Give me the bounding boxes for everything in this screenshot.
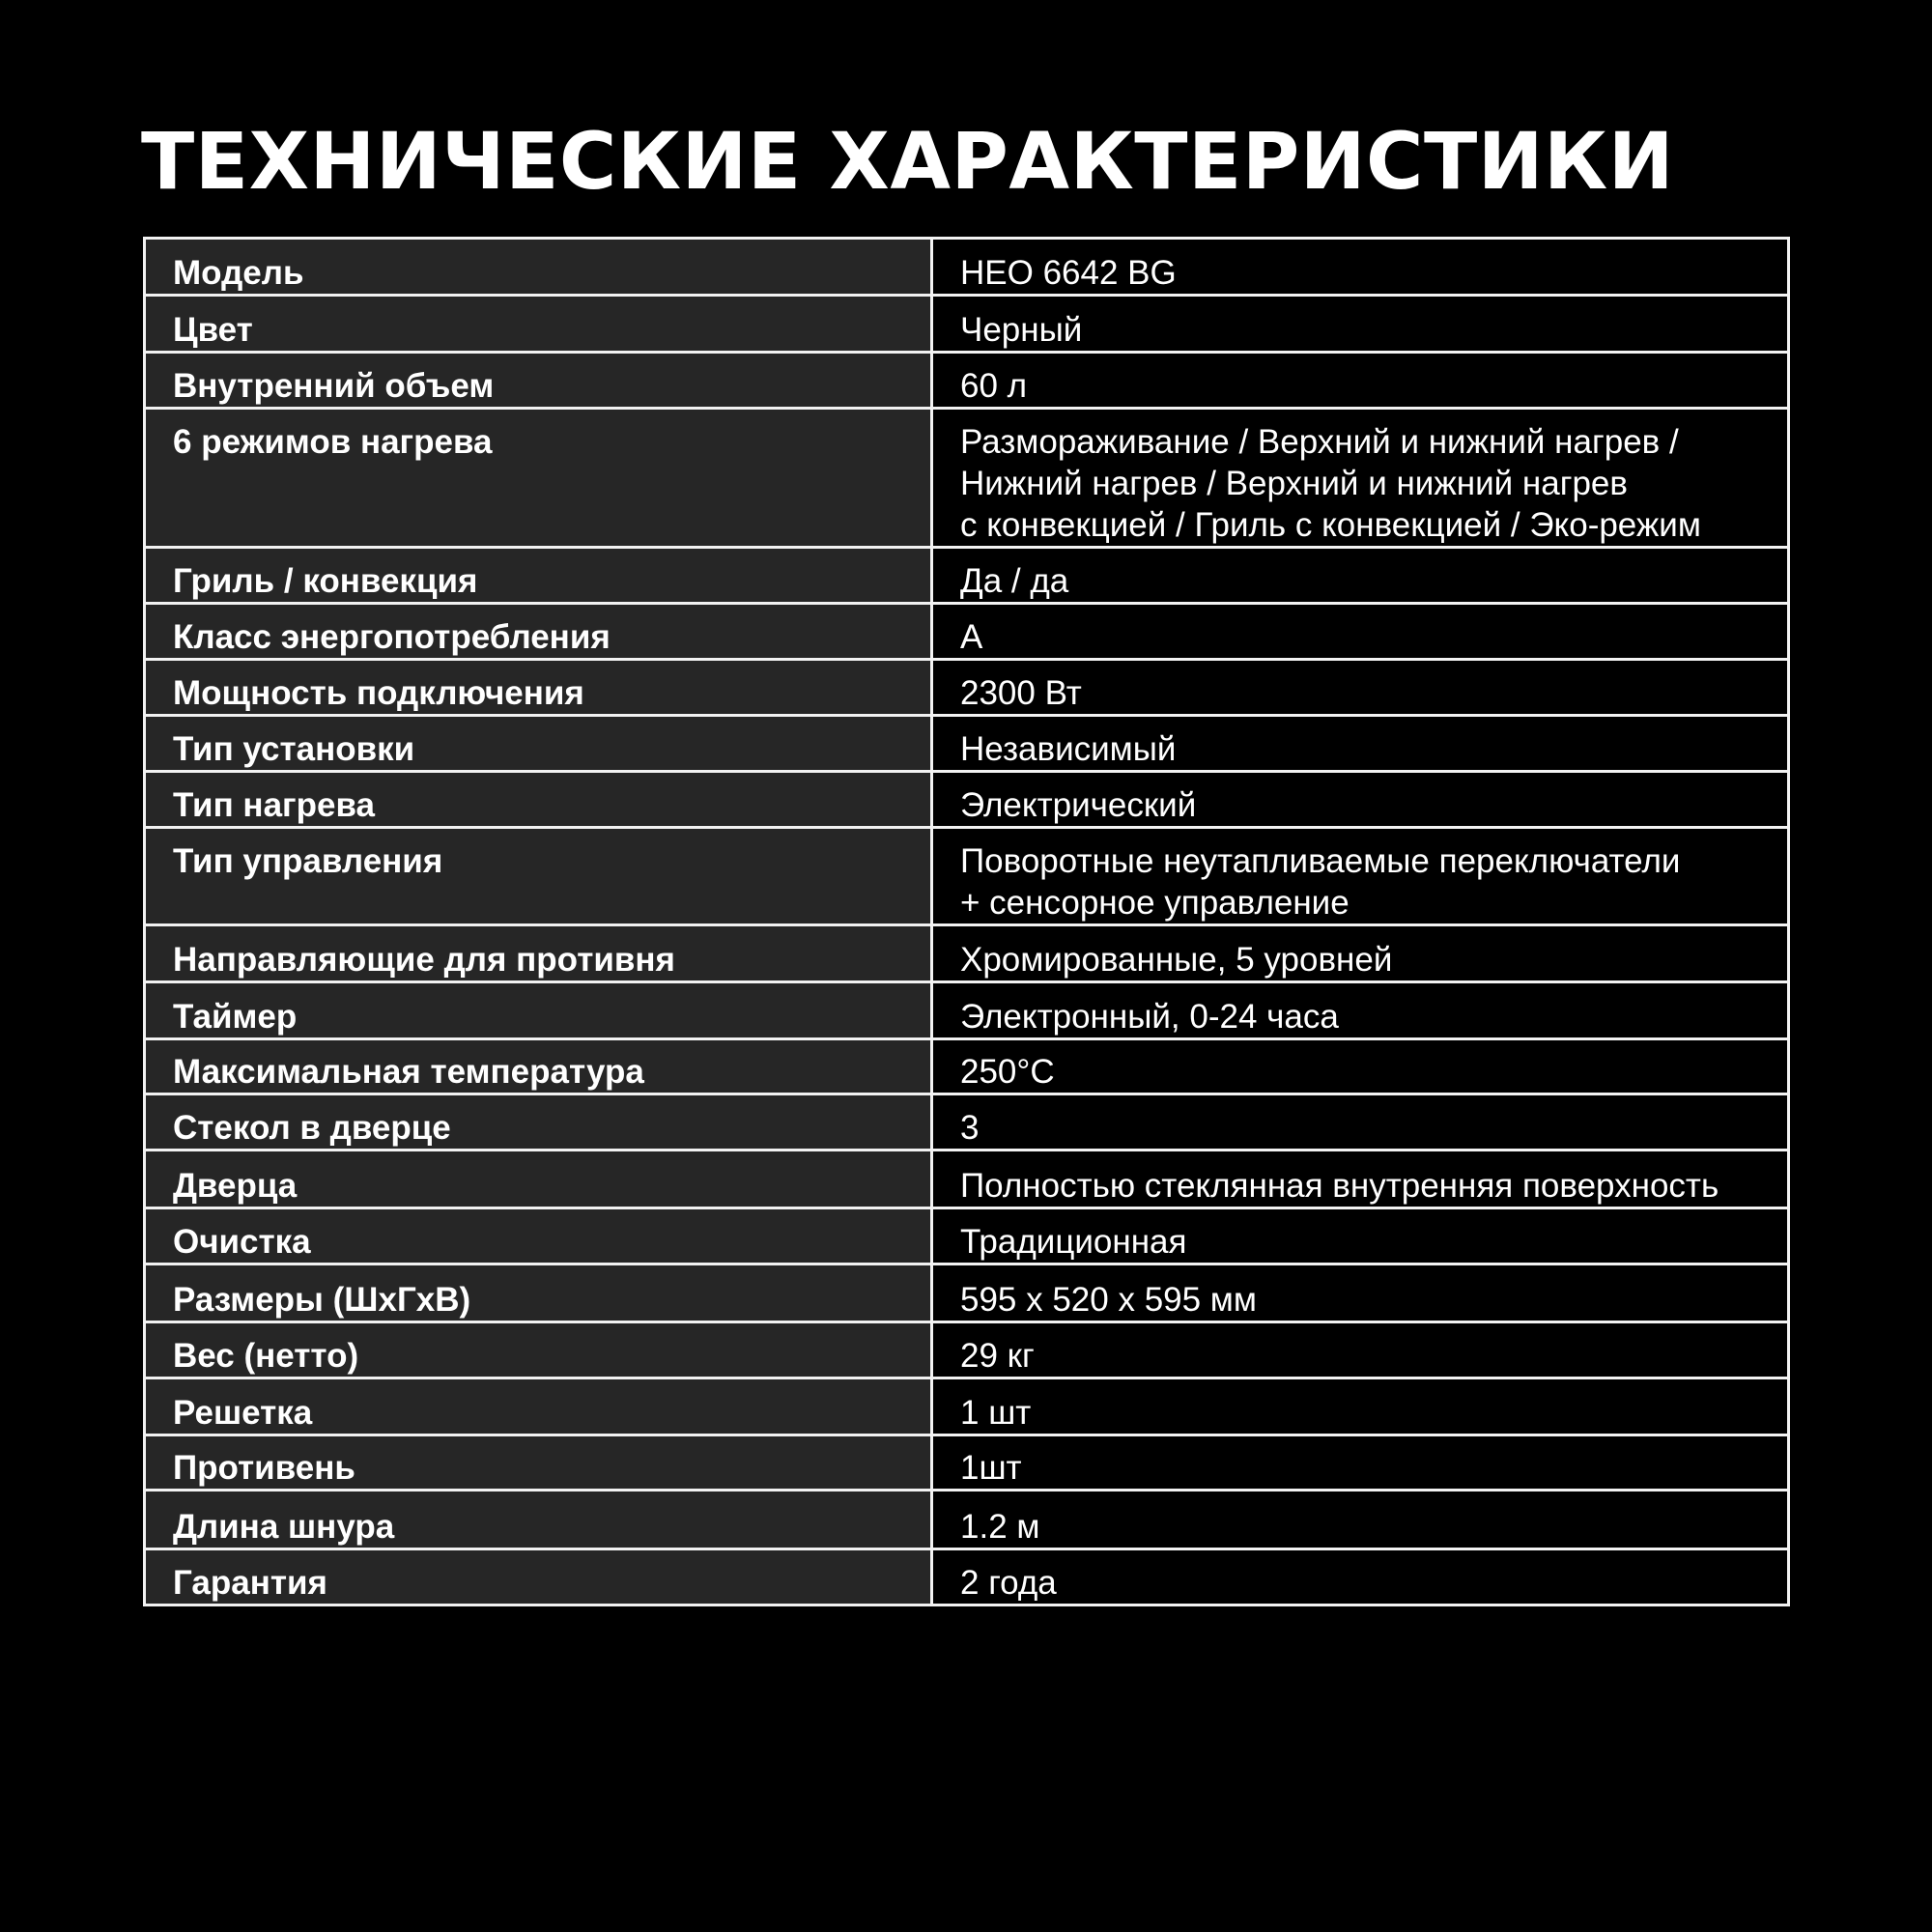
spec-value: HEO 6642 BG [960, 254, 1177, 292]
spec-value: 2300 Вт [960, 674, 1082, 712]
spec-row [145, 1151, 1789, 1208]
spec-row [145, 296, 1789, 353]
spec-value-cell [932, 1378, 1789, 1435]
spec-value-cell [932, 1435, 1789, 1491]
spec-label-cell [145, 828, 932, 925]
spec-row [145, 353, 1789, 409]
spec-row [145, 925, 1789, 982]
spec-label-cell [145, 1039, 932, 1094]
spec-label-cell [145, 772, 932, 828]
spec-value: Да / да [960, 562, 1069, 600]
spec-label-cell [145, 1208, 932, 1264]
spec-value-cell [932, 1491, 1789, 1549]
spec-label: Цвет [173, 311, 253, 349]
spec-label: Дверца [173, 1167, 298, 1205]
spec-label-cell [145, 239, 932, 296]
spec-row [145, 828, 1789, 925]
spec-row [145, 1094, 1789, 1151]
spec-row [145, 1549, 1789, 1605]
spec-value-cell [932, 828, 1789, 925]
spec-value: Электронный, 0-24 часа [960, 998, 1339, 1036]
spec-label: 6 режимов нагрева [173, 423, 493, 461]
spec-label: Вес (нетто) [173, 1337, 359, 1375]
spec-value: Размораживание / Верхний и нижний нагрев / Нижний нагрев / Верхний и нижний нагрев с конвекцией / Гриль с конвекцией / Эко-режим [960, 423, 1701, 544]
spec-label-cell [145, 716, 932, 772]
spec-label: Направляющие для противня [173, 941, 675, 979]
spec-row [145, 1322, 1789, 1378]
spec-value: 3 [960, 1109, 980, 1147]
spec-label-cell [145, 1491, 932, 1549]
spec-value-cell [932, 604, 1789, 660]
spec-label: Модель [173, 254, 304, 292]
spec-label-cell [145, 1094, 932, 1151]
spec-row [145, 660, 1789, 716]
spec-value-cell [932, 716, 1789, 772]
spec-label: Таймер [173, 998, 298, 1036]
spec-label-cell [145, 353, 932, 409]
spec-value-cell [932, 1094, 1789, 1151]
spec-value-cell [932, 239, 1789, 296]
spec-label: Размеры (ШхГхВ) [173, 1281, 471, 1319]
spec-label-cell [145, 1322, 932, 1378]
spec-row [145, 409, 1789, 548]
spec-label: Тип управления [173, 842, 443, 880]
spec-label-cell [145, 660, 932, 716]
spec-value-cell [932, 1208, 1789, 1264]
spec-value-cell [932, 660, 1789, 716]
spec-row [145, 1378, 1789, 1435]
spec-row [145, 1039, 1789, 1094]
spec-label-cell [145, 1378, 932, 1435]
specs-table [143, 237, 1790, 1606]
spec-value: 29 кг [960, 1337, 1035, 1375]
spec-value-cell [932, 1264, 1789, 1322]
spec-label: Тип нагрева [173, 786, 375, 824]
spec-value: Полностью стеклянная внутренняя поверхность [960, 1167, 1719, 1205]
spec-row [145, 982, 1789, 1039]
spec-label: Тип установки [173, 730, 415, 768]
spec-value: 60 л [960, 367, 1028, 405]
spec-label-cell [145, 548, 932, 604]
spec-value-cell [932, 772, 1789, 828]
spec-label: Гриль / конвекция [173, 562, 478, 600]
spec-value: 1шт [960, 1449, 1022, 1487]
spec-value-cell [932, 548, 1789, 604]
spec-value-cell [932, 353, 1789, 409]
spec-value: Хромированные, 5 уровней [960, 941, 1393, 979]
spec-label-cell [145, 1151, 932, 1208]
spec-label-cell [145, 296, 932, 353]
spec-value: 250°С [960, 1053, 1055, 1091]
spec-row [145, 604, 1789, 660]
spec-row [145, 1208, 1789, 1264]
spec-value: Поворотные неутапливаемые переключатели + сенсорное управление [960, 842, 1681, 922]
spec-value: Традиционная [960, 1223, 1187, 1261]
spec-label-cell [145, 1264, 932, 1322]
page-title: ТЕХНИЧЕСКИЕ ХАРАКТЕРИСТИКИ [141, 117, 1675, 208]
spec-label: Гарантия [173, 1564, 327, 1602]
spec-label: Стекол в дверце [173, 1109, 451, 1147]
spec-label-cell [145, 982, 932, 1039]
spec-label-cell [145, 1435, 932, 1491]
spec-value-cell [932, 1549, 1789, 1605]
spec-value-cell [932, 925, 1789, 982]
spec-label: Очистка [173, 1223, 311, 1261]
spec-value: Электрический [960, 786, 1197, 824]
spec-value-cell [932, 296, 1789, 353]
spec-value-cell [932, 982, 1789, 1039]
spec-row [145, 1435, 1789, 1491]
spec-row [145, 1264, 1789, 1322]
spec-label-cell [145, 925, 932, 982]
spec-value: 2 года [960, 1564, 1057, 1602]
spec-row [145, 716, 1789, 772]
spec-label: Максимальная температура [173, 1053, 644, 1091]
spec-value: 1.2 м [960, 1508, 1040, 1546]
spec-value-cell [932, 1039, 1789, 1094]
spec-value-cell [932, 1151, 1789, 1208]
spec-label-cell [145, 409, 932, 548]
spec-label: Внутренний объем [173, 367, 495, 405]
spec-value-cell [932, 409, 1789, 548]
spec-label: Класс энергопотребления [173, 618, 611, 656]
spec-label: Мощность подключения [173, 674, 584, 712]
spec-label-cell [145, 604, 932, 660]
spec-row [145, 239, 1789, 296]
spec-value: 1 шт [960, 1394, 1032, 1432]
spec-value: 595 х 520 х 595 мм [960, 1281, 1257, 1319]
spec-value: Черный [960, 311, 1083, 349]
spec-label: Решетка [173, 1394, 313, 1432]
spec-row [145, 772, 1789, 828]
spec-label: Длина шнура [173, 1508, 395, 1546]
spec-value: А [960, 618, 983, 656]
spec-label: Противень [173, 1449, 355, 1487]
spec-value-cell [932, 1322, 1789, 1378]
spec-row [145, 548, 1789, 604]
spec-row [145, 1491, 1789, 1549]
spec-label-cell [145, 1549, 932, 1605]
specs-table-body [145, 239, 1789, 1605]
spec-value: Независимый [960, 730, 1177, 768]
